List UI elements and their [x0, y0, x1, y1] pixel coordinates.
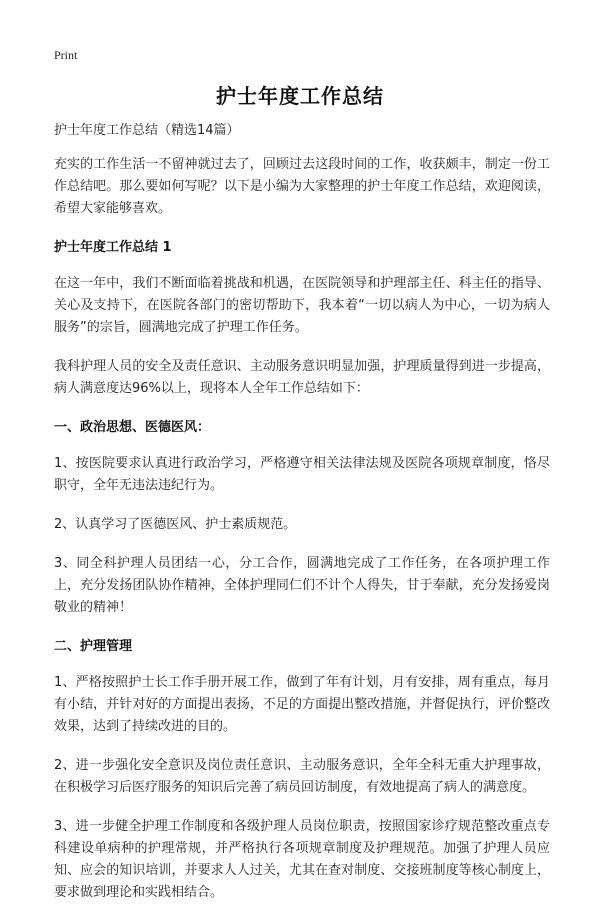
print-label[interactable]: Print [54, 48, 78, 62]
part1-item: 3、同全科护理人员团结一心，分工合作，圆满地完成了工作任务，在各项护理工作上，充分发扬团队协作精神，全体护理同仁们不计个人得失，甘于奉献，充分发扬爱岗敬业的精神！ [54, 556, 550, 615]
document-body [54, 120, 550, 921]
part1-item: 2、认真学习了医德医风、护士素质规范。 [54, 517, 297, 532]
part2-heading: 二、护理管理 [54, 639, 133, 654]
part2-item: 1、严格按照护士长工作手册开展工作，做到了年有计划，月有安排，周有重点，每月有小结，并针对好的方面提出表扬，不足的方面提出整改措施，并督促执行，评价整改效果，达到了持续改进的目的。 [54, 675, 550, 734]
body-paragraph: 我科护理人员的安全及责任意识、主动服务意识明显加强，护理质量得到进一步提高，病人满意度达96%以上，现将本人全年工作总结如下： [54, 359, 550, 396]
body-paragraph: 在这一年中，我们不断面临着挑战和机遇，在医院领导和护理部主任、科主任的指导、关心及支持下，在医院各部门的密切帮助下，我本着“一切以病人为中心，一切为病人服务”的宗旨，圆满地完成了护理工作任务。 [54, 276, 550, 335]
document-title: 护士年度工作总结 [216, 84, 384, 108]
part1-heading: 一、政治思想、医德医风： [54, 420, 211, 435]
section-title: 护士年度工作总结 1 [54, 240, 172, 255]
intro-paragraph: 充实的工作生活一不留神就过去了，回顾过去这段时间的工作，收获颇丰，制定一份工作总结吧。那么要如何写呢？以下是小编为大家整理的护士年度工作总结，欢迎阅读，希望大家能够喜欢。 [54, 157, 550, 216]
document-subtitle: 护士年度工作总结（精选14篇） [54, 123, 240, 138]
part2-item: 2、进一步强化安全意识及岗位责任意识、主动服务意识，全年全科无重大护理事故，在积极学习后医疗服务的知识后完善了病员回访制度，有效地提高了病人的满意度。 [54, 758, 550, 795]
part2-item: 3、进一步健全护理工作制度和各级护理人员岗位职责，按照国家诊疗规范整改重点专科建设单病种的护理常规，并严格执行各项规章制度及护理规范。加强了护理人员应知、应会的知识培训，并要求人人过关，尤其在查对制度、交接班制度等核心制度上，要求做到理论和实践相结合。 [54, 819, 550, 900]
part1-item: 1、按医院要求认真进行政治学习，严格遵守相关法律法规及医院各项规章制度，恪尽职守，全年无违法违纪行为。 [54, 456, 550, 493]
